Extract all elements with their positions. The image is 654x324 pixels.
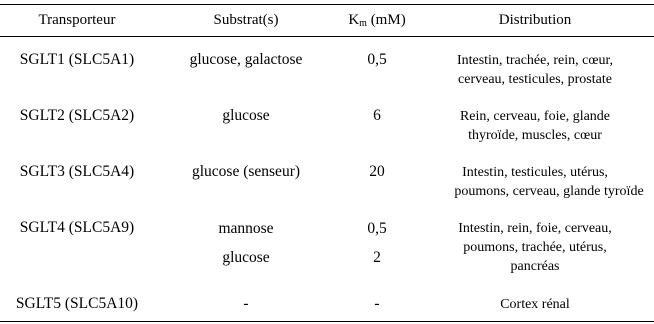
row-sglt4-distribution-line3: pancréas (510, 259, 560, 274)
row-sglt1-distribution-line1: Intestin, trachée, rein, cœur, (456, 53, 614, 68)
table-bottom-rule (0, 321, 654, 322)
row-sglt4-distribution-line1: Intestin, rein, foie, cerveau, (458, 221, 612, 236)
header-km (338, 10, 416, 34)
row-sglt3-km: 20 (369, 163, 385, 180)
header-bottom-rule (0, 36, 654, 37)
row-sglt2-transporter: SGLT2 (SLC5A2) (19, 107, 135, 124)
row-sglt2-km: 6 (373, 107, 381, 124)
header-km-unit: (mM) (366, 12, 406, 28)
row-sglt2-substrate: glucose (222, 107, 270, 124)
row-sglt3-distribution-line2: poumons, cerveau, glande tyroïde (454, 184, 644, 199)
row-sglt2-distribution-line2: thyroïde, muscles, cœur (468, 128, 602, 143)
row-sglt1-distribution-line2: cerveau, testicules, prostate (458, 72, 612, 87)
header-substrate: Substrat(s) (213, 12, 279, 28)
row-sglt4-km-2: 2 (373, 249, 381, 266)
row-sglt2-distribution-line1: Rein, cerveau, foie, glande (459, 109, 611, 124)
header-km-subscript: m (359, 18, 367, 29)
row-sglt3-transporter: SGLT3 (SLC5A4) (19, 163, 135, 180)
row-sglt3-distribution-line1: Intestin, testicules, utérus, (462, 165, 608, 180)
row-sglt4-distribution-line2: poumons, trachée, utérus, (463, 240, 607, 255)
row-sglt4-km-1: 0,5 (367, 220, 387, 237)
row-sglt4-substrate-2: glucose (222, 249, 270, 266)
row-sglt5-km: - (374, 295, 380, 312)
row-sglt1-km: 0,5 (367, 51, 387, 68)
row-sglt4-substrate-1: mannose (218, 220, 274, 237)
row-sglt5-transporter: SGLT5 (SLC5A10) (15, 295, 139, 312)
row-sglt3-substrate: glucose (senseur) (191, 163, 301, 180)
row-sglt4-transporter: SGLT4 (SLC5A9) (19, 219, 135, 236)
row-sglt5-distribution-line1: Cortex rénal (500, 297, 570, 312)
row-sglt5-substrate: - (243, 295, 249, 312)
header-km-main: K (348, 12, 360, 28)
header-distribution: Distribution (498, 12, 572, 28)
row-sglt1-substrate: glucose, galactose (189, 51, 303, 68)
row-sglt1-transporter: SGLT1 (SLC5A1) (19, 51, 135, 68)
table-top-rule (0, 4, 654, 5)
header-transporter: Transporteur (38, 12, 116, 28)
